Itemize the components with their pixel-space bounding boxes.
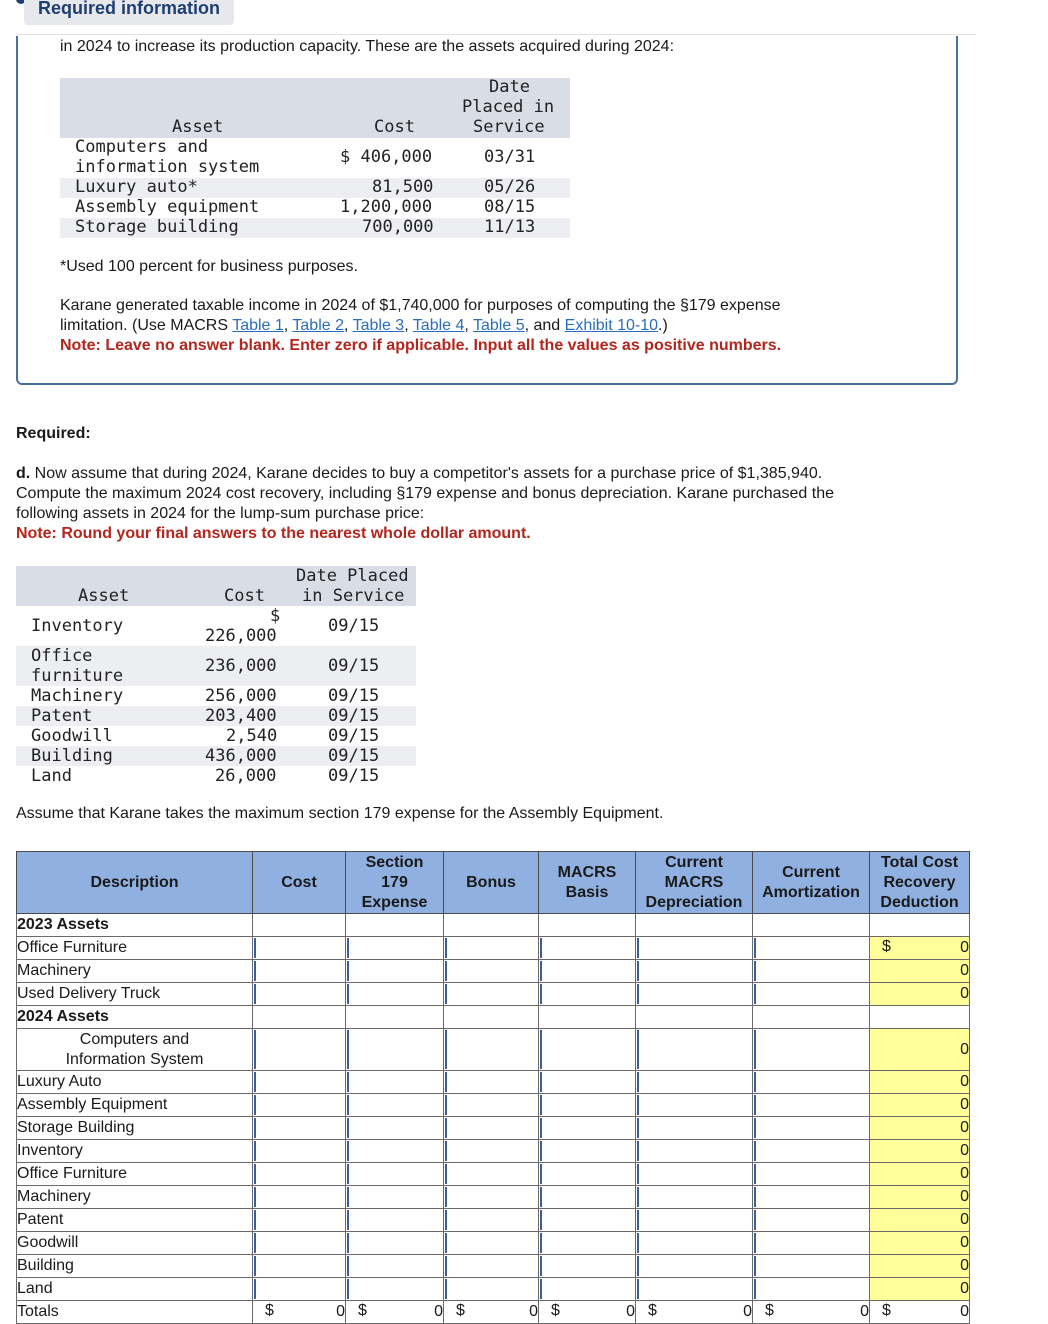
- bonus-input[interactable]: [445, 1210, 537, 1230]
- section-179-input[interactable]: [347, 1233, 442, 1253]
- current-macrs-input[interactable]: [637, 1118, 751, 1138]
- intro-text: in 2024 to increase its production capacity. These are the assets acquired during 2024:: [60, 38, 675, 55]
- section-179-input[interactable]: [347, 1279, 442, 1299]
- cost-input[interactable]: [254, 1030, 344, 1069]
- table-row: Office Furniture 0: [17, 1163, 970, 1186]
- cost-input[interactable]: [254, 984, 344, 1004]
- amortization-input[interactable]: [754, 1210, 868, 1230]
- cost-input[interactable]: [254, 1118, 344, 1138]
- macrs-basis-input[interactable]: [540, 1256, 634, 1276]
- bonus-input[interactable]: [445, 1233, 537, 1253]
- col-header-total: Total Cost Recovery Deduction: [870, 852, 970, 914]
- amortization-input[interactable]: [754, 961, 868, 981]
- cost-input[interactable]: [254, 1210, 344, 1230]
- question-d-line3: following assets in 2024 for the lump-sum purchase price:: [16, 505, 425, 522]
- col-header-cost: Cost: [253, 852, 346, 914]
- divider: [16, 34, 976, 35]
- section-179-input[interactable]: [347, 938, 442, 958]
- table-4-link[interactable]: Table 4: [412, 317, 465, 334]
- bonus-input[interactable]: [445, 1118, 537, 1138]
- income-paragraph-line2: limitation. (Use MACRS Table 1, Table 2, Table 3, Table 4, Table 5, and Exhibit 10-10.): [60, 317, 668, 334]
- section-2023-label: 2023 Assets: [17, 914, 253, 937]
- macrs-basis-input[interactable]: [540, 1072, 634, 1092]
- amortization-input[interactable]: [754, 984, 868, 1004]
- income-paragraph-line1: Karane generated taxable income in 2024 of $1,740,000 for purposes of computing the §179 expense: [60, 297, 781, 314]
- current-macrs-input[interactable]: [637, 1256, 751, 1276]
- amortization-input[interactable]: [754, 1030, 868, 1069]
- bonus-input[interactable]: [445, 961, 537, 981]
- current-macrs-input[interactable]: [637, 938, 751, 958]
- amortization-input[interactable]: [754, 1141, 868, 1161]
- section-179-input[interactable]: [347, 1095, 442, 1115]
- table-row: Land 0: [17, 1278, 970, 1301]
- total-bonus: $ 0: [444, 1301, 539, 1324]
- question-d-line1: d. Now assume that during 2024, Karane decides to buy a competitor's assets for a purchase price of $1,385,940.: [16, 465, 823, 482]
- current-macrs-input[interactable]: [637, 1072, 751, 1092]
- table-row: Used Delivery Truck 0: [17, 983, 970, 1006]
- bonus-input[interactable]: [445, 1072, 537, 1092]
- required-heading: Required:: [16, 425, 91, 442]
- total-cost-recovery: $ 0: [870, 1301, 970, 1324]
- table-row: Luxury Auto 0: [17, 1071, 970, 1094]
- current-macrs-input[interactable]: [637, 1141, 751, 1161]
- col-header-current-macrs: Current MACRS Depreciation: [636, 852, 753, 914]
- amortization-input[interactable]: [754, 1095, 868, 1115]
- total-current-macrs: $ 0: [636, 1301, 753, 1324]
- col-header-amortization: Current Amortization: [753, 852, 870, 914]
- section-179-input[interactable]: [347, 1256, 442, 1276]
- footnote: *Used 100 percent for business purposes.: [60, 258, 358, 275]
- current-macrs-input[interactable]: [637, 1095, 751, 1115]
- col-header-section-179: Section 179 Expense: [346, 852, 444, 914]
- current-macrs-input[interactable]: [637, 1187, 751, 1207]
- section-179-input[interactable]: [347, 1118, 442, 1138]
- macrs-basis-input[interactable]: [540, 1030, 634, 1069]
- cost-input[interactable]: [254, 938, 344, 958]
- current-macrs-input[interactable]: [637, 1030, 751, 1069]
- amortization-input[interactable]: [754, 1233, 868, 1253]
- table-1-link[interactable]: Table 1: [232, 317, 284, 334]
- macrs-basis-input[interactable]: [540, 938, 634, 958]
- amortization-input[interactable]: [754, 1118, 868, 1138]
- section-179-input[interactable]: [347, 1030, 442, 1069]
- totals-row: Totals $ 0 $ 0 $ 0 $ 0 $ 0 $ 0 $ 0: [17, 1301, 970, 1324]
- total-cost: $ 0: [253, 1301, 346, 1324]
- table-row: Machinery 0: [17, 1186, 970, 1209]
- section-179-input[interactable]: [347, 961, 442, 981]
- cost-input[interactable]: [254, 1187, 344, 1207]
- required-information-badge[interactable]: Required information: [24, 0, 234, 25]
- table-row: Building 0: [17, 1255, 970, 1278]
- bonus-input[interactable]: [445, 1141, 537, 1161]
- bonus-input[interactable]: [445, 1164, 537, 1184]
- col-header-macrs-basis: MACRS Basis: [539, 852, 636, 914]
- cost-input[interactable]: [254, 1256, 344, 1276]
- bonus-input[interactable]: [445, 938, 537, 958]
- bonus-input[interactable]: [445, 1095, 537, 1115]
- table-3-link[interactable]: Table 3: [352, 317, 405, 334]
- total-amortization: $ 0: [753, 1301, 870, 1324]
- cost-input[interactable]: [254, 1233, 344, 1253]
- bonus-input[interactable]: [445, 1187, 537, 1207]
- assumption-text: Assume that Karane takes the maximum section 179 expense for the Assembly Equipment.: [16, 805, 664, 822]
- macrs-basis-input[interactable]: [540, 1187, 634, 1207]
- cost-input[interactable]: [254, 1072, 344, 1092]
- amortization-input[interactable]: [754, 1279, 868, 1299]
- cost-input[interactable]: [254, 1164, 344, 1184]
- table-5-link[interactable]: Table 5: [473, 317, 525, 334]
- amortization-input[interactable]: [754, 1072, 868, 1092]
- amortization-input[interactable]: [754, 1187, 868, 1207]
- exhibit-10-10-link[interactable]: Exhibit 10-10: [564, 317, 659, 334]
- section-179-input[interactable]: [347, 1164, 442, 1184]
- total-macrs-basis: $ 0: [539, 1301, 636, 1324]
- cost-input[interactable]: [254, 961, 344, 981]
- table-2-link[interactable]: Table 2: [292, 317, 344, 334]
- bonus-input[interactable]: [445, 1256, 537, 1276]
- macrs-basis-input[interactable]: [540, 1210, 634, 1230]
- cost-input[interactable]: [254, 1095, 344, 1115]
- section-179-input[interactable]: [347, 1187, 442, 1207]
- current-macrs-input[interactable]: [637, 1233, 751, 1253]
- table-row: Machinery 0: [17, 960, 970, 983]
- cost-input[interactable]: [254, 1279, 344, 1299]
- current-macrs-input[interactable]: [637, 1279, 751, 1299]
- macrs-basis-input[interactable]: [540, 1118, 634, 1138]
- current-macrs-input[interactable]: [637, 1164, 751, 1184]
- section-179-input[interactable]: [347, 1141, 442, 1161]
- total-section-179: $ 0: [346, 1301, 444, 1324]
- macrs-basis-input[interactable]: [540, 1164, 634, 1184]
- amortization-input[interactable]: [754, 938, 868, 958]
- macrs-basis-input[interactable]: [540, 1095, 634, 1115]
- section-2024-label: 2024 Assets: [17, 1006, 253, 1029]
- macrs-basis-input[interactable]: [540, 1141, 634, 1161]
- question-d-note: Note: Round your final answers to the nearest whole dollar amount.: [16, 525, 531, 542]
- section-179-input[interactable]: [347, 1072, 442, 1092]
- table-row: Assembly Equipment 0: [17, 1094, 970, 1117]
- cost-input[interactable]: [254, 1141, 344, 1161]
- col-header-bonus: Bonus: [444, 852, 539, 914]
- cost-recovery-table: [16, 851, 970, 1324]
- amortization-input[interactable]: [754, 1256, 868, 1276]
- table-row: Computers and Information System 0: [17, 1029, 970, 1071]
- table-row: Inventory 0: [17, 1140, 970, 1163]
- question-d-line2: Compute the maximum 2024 cost recovery, including §179 expense and bonus depreciation. Karane purchased the: [16, 485, 834, 502]
- section-179-input[interactable]: [347, 1210, 442, 1230]
- current-macrs-input[interactable]: [637, 1210, 751, 1230]
- current-macrs-input[interactable]: [637, 961, 751, 981]
- macrs-basis-input[interactable]: [540, 1279, 634, 1299]
- bonus-input[interactable]: [445, 1030, 537, 1069]
- table-row: Office Furniture $ 0: [17, 937, 970, 960]
- table-row: Storage Building 0: [17, 1117, 970, 1140]
- bonus-input[interactable]: [445, 984, 537, 1004]
- info-note: Note: Leave no answer blank. Enter zero if applicable. Input all the values as positive numbers.: [60, 337, 782, 354]
- bonus-input[interactable]: [445, 1279, 537, 1299]
- current-macrs-input[interactable]: [637, 984, 751, 1004]
- macrs-basis-input[interactable]: [540, 961, 634, 981]
- table-row: Patent 0: [17, 1209, 970, 1232]
- amortization-input[interactable]: [754, 1164, 868, 1184]
- col-header-description: Description: [17, 852, 253, 914]
- macrs-basis-input[interactable]: [540, 1233, 634, 1253]
- section-179-input[interactable]: [347, 984, 442, 1004]
- table-row: Goodwill 0: [17, 1232, 970, 1255]
- macrs-basis-input[interactable]: [540, 984, 634, 1004]
